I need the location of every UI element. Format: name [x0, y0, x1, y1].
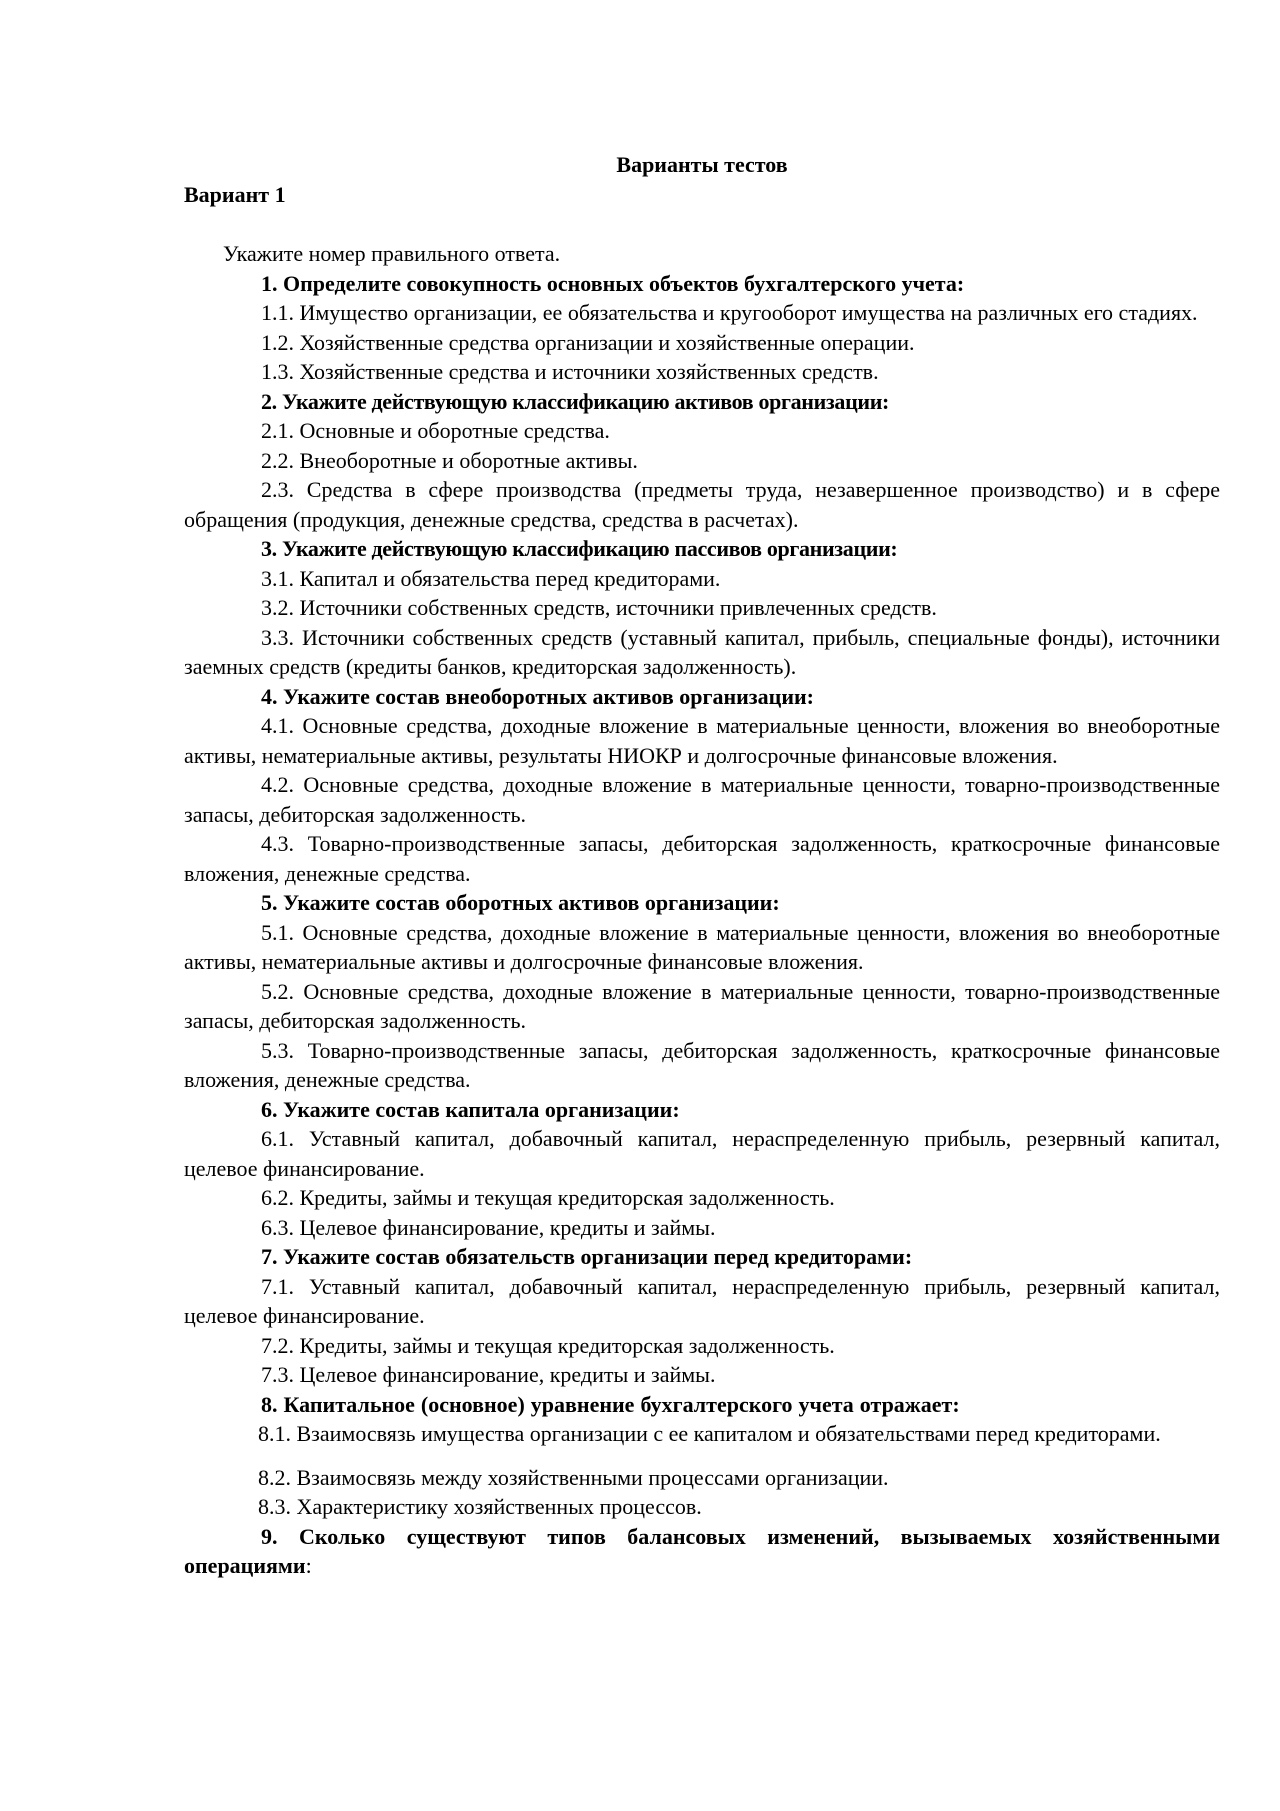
answer-option: 6.1. Уставный капитал, добавочный капитал, нераспределенную прибыль, резервный капитал, целевое финансирование. — [184, 1126, 1220, 1181]
answer-option: 2.3. Средства в сфере производства (предметы труда, незавершенное производство) и в сфере обращения (продукция, денежные средства, средства в расчетах). — [184, 477, 1220, 532]
answer-option: 4.1. Основные средства, доходные вложение в материальные ценности, вложения во внеоборотные активы, нематериальные активы, результаты НИОКР и долгосрочные финансовые вложения. — [184, 713, 1220, 768]
answer-option: 1.3. Хозяйственные средства и источники хозяйственных средств. — [261, 359, 879, 384]
variant-heading: Вариант 1 — [184, 181, 286, 207]
question-title: 7. Укажите состав обязательств организации перед кредиторами: — [261, 1244, 913, 1269]
answer-option: 6.2. Кредиты, займы и текущая кредиторская задолженность. — [261, 1185, 835, 1210]
instruction-text: Укажите номер правильного ответа. — [223, 241, 561, 266]
question-title: 2. Укажите действующую классификацию активов организации: — [261, 388, 890, 414]
question-title — [184, 1522, 1220, 1581]
answer-option: 1.2. Хозяйственные средства организации и хозяйственные операции. — [261, 329, 915, 355]
question-title-colon: : — [305, 1553, 312, 1578]
document-page — [184, 150, 1220, 1581]
document-title: Варианты тестов — [616, 152, 788, 177]
answer-option: 5.3. Товарно-производственные запасы, дебиторская задолженность, краткосрочные финансовые вложения, денежные средства. — [184, 1037, 1220, 1092]
answer-option: 8.1. Взаимосвязь имущества организации с ее капиталом и обязательствами перед кредиторами. — [258, 1421, 1161, 1446]
question-title-text: 9. Сколько существуют типов балансовых изменений, вызываемых хозяйственными операциями — [184, 1523, 1220, 1578]
answer-option: 7.3. Целевое финансирование, кредиты и займы. — [261, 1362, 716, 1387]
answer-option: 7.2. Кредиты, займы и текущая кредиторская задолженность. — [261, 1332, 835, 1358]
answer-option: 2.2. Внеоборотные и оборотные активы. — [261, 447, 638, 473]
question-title: 3. Укажите действующую классификацию пассивов организации: — [261, 536, 898, 561]
question-title: 5. Укажите состав оборотных активов организации: — [261, 890, 780, 915]
answer-option: 3.1. Капитал и обязательства перед кредиторами. — [261, 565, 721, 591]
answer-option: 5.2. Основные средства, доходные вложение в материальные ценности, товарно-производственные запасы, дебиторская задолженность. — [184, 978, 1220, 1033]
answer-option: 6.3. Целевое финансирование, кредиты и займы. — [261, 1214, 716, 1240]
answer-option: 5.1. Основные средства, доходные вложение в материальные ценности, вложения во внеоборотные активы, нематериальные активы и долгосрочные финансовые вложения. — [184, 919, 1220, 974]
answer-option: 8.3. Характеристику хозяйственных процессов. — [258, 1494, 702, 1519]
answer-option: 7.1. Уставный капитал, добавочный капитал, нераспределенную прибыль, резервный капитал, целевое финансирование. — [184, 1273, 1220, 1328]
answer-option: 3.3. Источники собственных средств (уставный капитал, прибыль, специальные фонды), источники заемных средств (кредиты банков, кредиторская задолженность). — [184, 624, 1220, 679]
answer-option: 3.2. Источники собственных средств, источники привлеченных средств. — [261, 595, 937, 620]
question-title: 4. Укажите состав внеоборотных активов организации: — [261, 683, 814, 709]
answer-option: 1.1. Имущество организации, ее обязательства и кругооборот имущества на различных его стадиях. — [261, 300, 1198, 325]
answer-option: 8.2. Взаимосвязь между хозяйственными процессами организации. — [258, 1464, 889, 1490]
question-title: 6. Укажите состав капитала организации: — [261, 1096, 680, 1122]
answer-option: 2.1. Основные и оборотные средства. — [261, 418, 610, 443]
answer-option: 4.2. Основные средства, доходные вложение в материальные ценности, товарно-производственные запасы, дебиторская задолженность. — [184, 772, 1220, 827]
answer-option: 4.3. Товарно-производственные запасы, дебиторская задолженность, краткосрочные финансовые вложения, денежные средства. — [184, 831, 1220, 886]
question-title: 8. Капитальное (основное) уравнение бухгалтерского учета отражает: — [261, 1391, 960, 1417]
question-title: 1. Определите совокупность основных объектов бухгалтерского учета: — [261, 270, 965, 296]
